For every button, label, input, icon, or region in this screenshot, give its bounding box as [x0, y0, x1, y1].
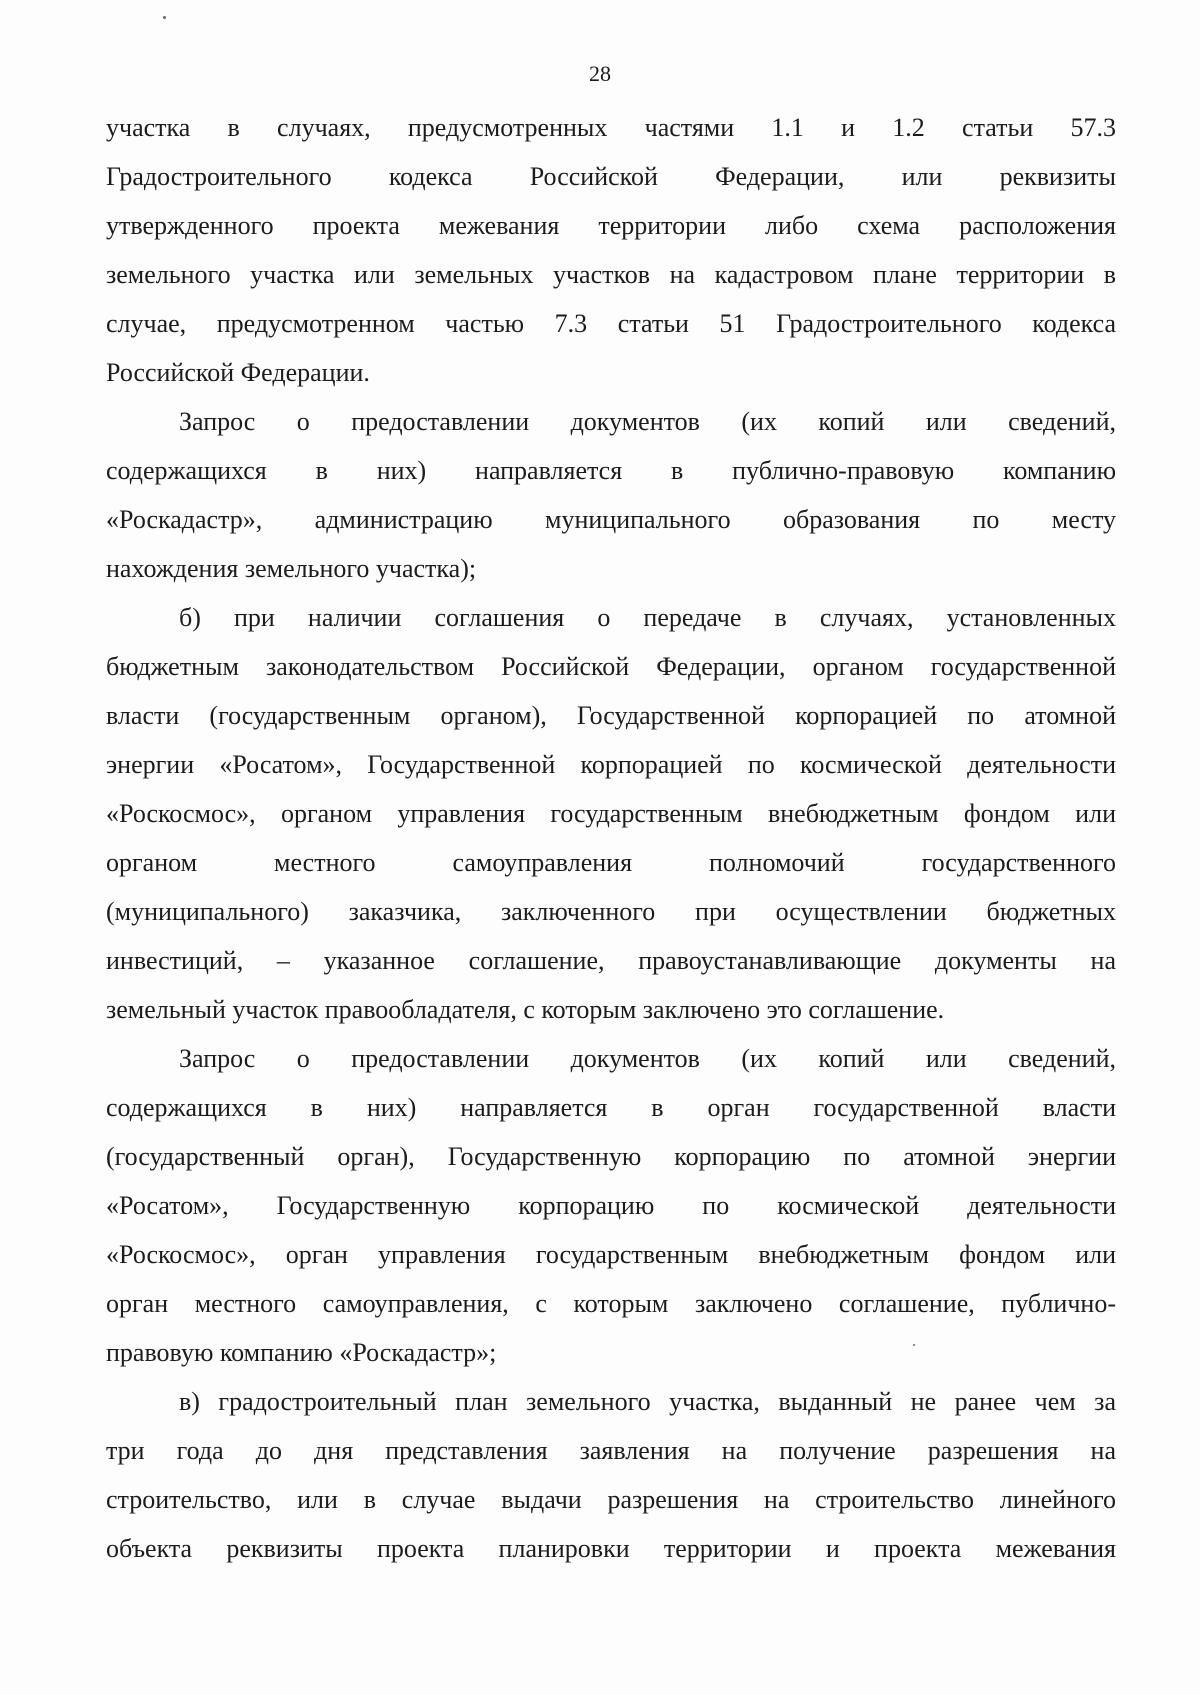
text-line: нахождения земельного участка);	[106, 554, 477, 583]
text-line: бюджетным законодательством Российской Федерации, органом государственной	[106, 652, 1116, 681]
scan-speck	[163, 16, 166, 19]
text-line: «Росатом», Государственную корпорацию по космической деятельности	[106, 1191, 1116, 1220]
text-line: три года до дня представления заявления на получение разрешения на	[106, 1436, 1116, 1465]
text-line: утвержденного проекта межевания территории либо схема расположения	[106, 211, 1116, 240]
text-line: строительство, или в случае выдачи разрешения на строительство линейного	[106, 1485, 1116, 1514]
text-line: земельного участка или земельных участков на кадастровом плане территории в	[106, 260, 1116, 289]
text-line: содержащихся в них) направляется в орган государственной власти	[106, 1093, 1116, 1122]
text-line: Запрос о предоставлении документов (их копий или сведений,	[179, 1044, 1116, 1073]
text-line: «Роскосмос», орган управления государственным внебюджетным фондом или	[106, 1240, 1116, 1269]
text-line: содержащихся в них) направляется в публично-правовую компанию	[106, 456, 1116, 485]
text-line: «Роскадастр», администрацию муниципального образования по месту	[106, 505, 1116, 534]
page-number: 28	[589, 61, 611, 86]
text-line: в) градостроительный план земельного участка, выданный не ранее чем за	[179, 1387, 1116, 1416]
text-line: земельный участок правообладателя, с которым заключено это соглашение.	[106, 995, 945, 1024]
text-line: органом местного самоуправления полномочий государственного	[106, 848, 1116, 877]
paragraph	[106, 1034, 1116, 1377]
paragraph	[106, 593, 1116, 1034]
paragraph	[106, 1377, 1116, 1573]
text-line: орган местного самоуправления, с которым заключено соглашение, публично-	[106, 1289, 1116, 1318]
text-line: (муниципального) заказчика, заключенного при осуществлении бюджетных	[106, 897, 1116, 926]
document-body	[106, 103, 1116, 1573]
text-line: инвестиций, – указанное соглашение, правоустанавливающие документы на	[106, 946, 1116, 975]
paragraph	[106, 397, 1116, 593]
text-line: (государственный орган), Государственную корпорацию по атомной энергии	[106, 1142, 1116, 1171]
text-line: б) при наличии соглашения о передаче в случаях, установленных	[179, 603, 1116, 632]
text-line: энергии «Росатом», Государственной корпорацией по космической деятельности	[106, 750, 1116, 779]
text-line: правовую компанию «Роскадастр»;	[106, 1338, 497, 1367]
text-line: Запрос о предоставлении документов (их копий или сведений,	[179, 407, 1116, 436]
text-line: «Роскосмос», органом управления государственным внебюджетным фондом или	[106, 799, 1116, 828]
text-line: власти (государственным органом), Государственной корпорацией по атомной	[106, 701, 1116, 730]
text-line: случае, предусмотренном частью 7.3 статьи 51 Градостроительного кодекса	[106, 309, 1116, 338]
text-line: объекта реквизиты проекта планировки территории и проекта межевания	[106, 1534, 1116, 1563]
paragraph	[106, 103, 1116, 397]
text-line: Российской Федерации.	[106, 358, 370, 387]
text-line: Градостроительного кодекса Российской Федерации, или реквизиты	[106, 162, 1116, 191]
text-line: участка в случаях, предусмотренных частями 1.1 и 1.2 статьи 57.3	[106, 113, 1116, 142]
